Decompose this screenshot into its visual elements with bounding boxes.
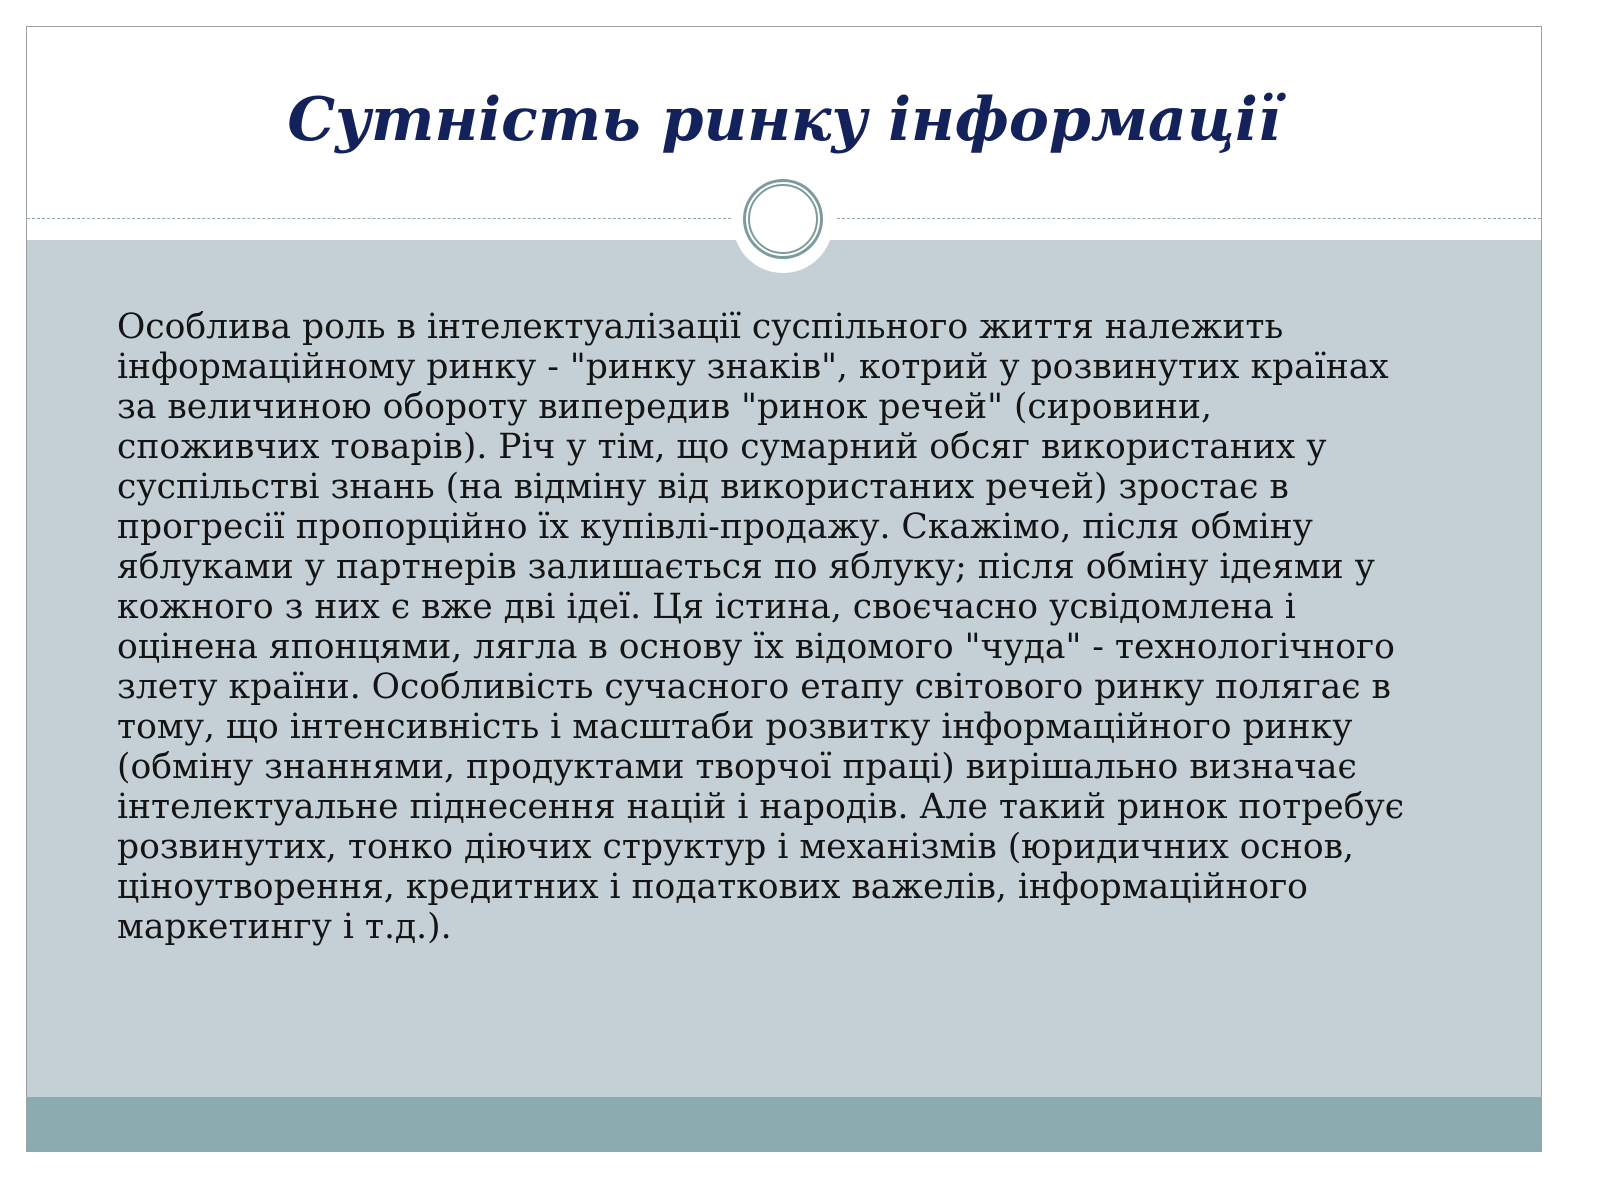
title-divider-right xyxy=(837,218,1541,219)
slide xyxy=(26,26,1542,1152)
circle-ornament-inner-ring xyxy=(748,184,818,254)
footer-band xyxy=(27,1097,1541,1151)
slide-title: Сутність ринку інформації xyxy=(287,85,1281,155)
title-divider-left xyxy=(27,218,731,219)
slide-body-text: Особлива роль в інтелектуалізації суспільного життя належить інформаційному ринку - "ринку знаків", котрий у розвинутих країнах за величиною обороту випередив "ринок речей" (сировини, споживчих товарів). Річ у тім, що сумарний обсяг використаних у суспільстві знань (на відміну від використаних речей) зростає в прогресії пропорційно їх купівлі-продажу. Скажімо, після обміну яблуками у партнерів залишається по яблуку; після обміну ідеями у кожного з них є вже дві ідеї. Ця істина, своєчасно усвідомлена і оцінена японцями, лягла в основу їх відомого "чуда" - технологічного злету країни. Особливість сучасного етапу світового ринку полягає в тому, що інтенсивність і масштаби розвитку інформаційного ринку (обміну знаннями, продуктами творчої праці) вирішально визначає інтелектуальне піднесення націй і народів. Але такий ринок потребує розвинутих, тонко діючих структур і механізмів (юридичних основ, ціноутворення, кредитних і податкових важелів, інформаційного маркетингу і т.д.). xyxy=(117,307,1405,947)
